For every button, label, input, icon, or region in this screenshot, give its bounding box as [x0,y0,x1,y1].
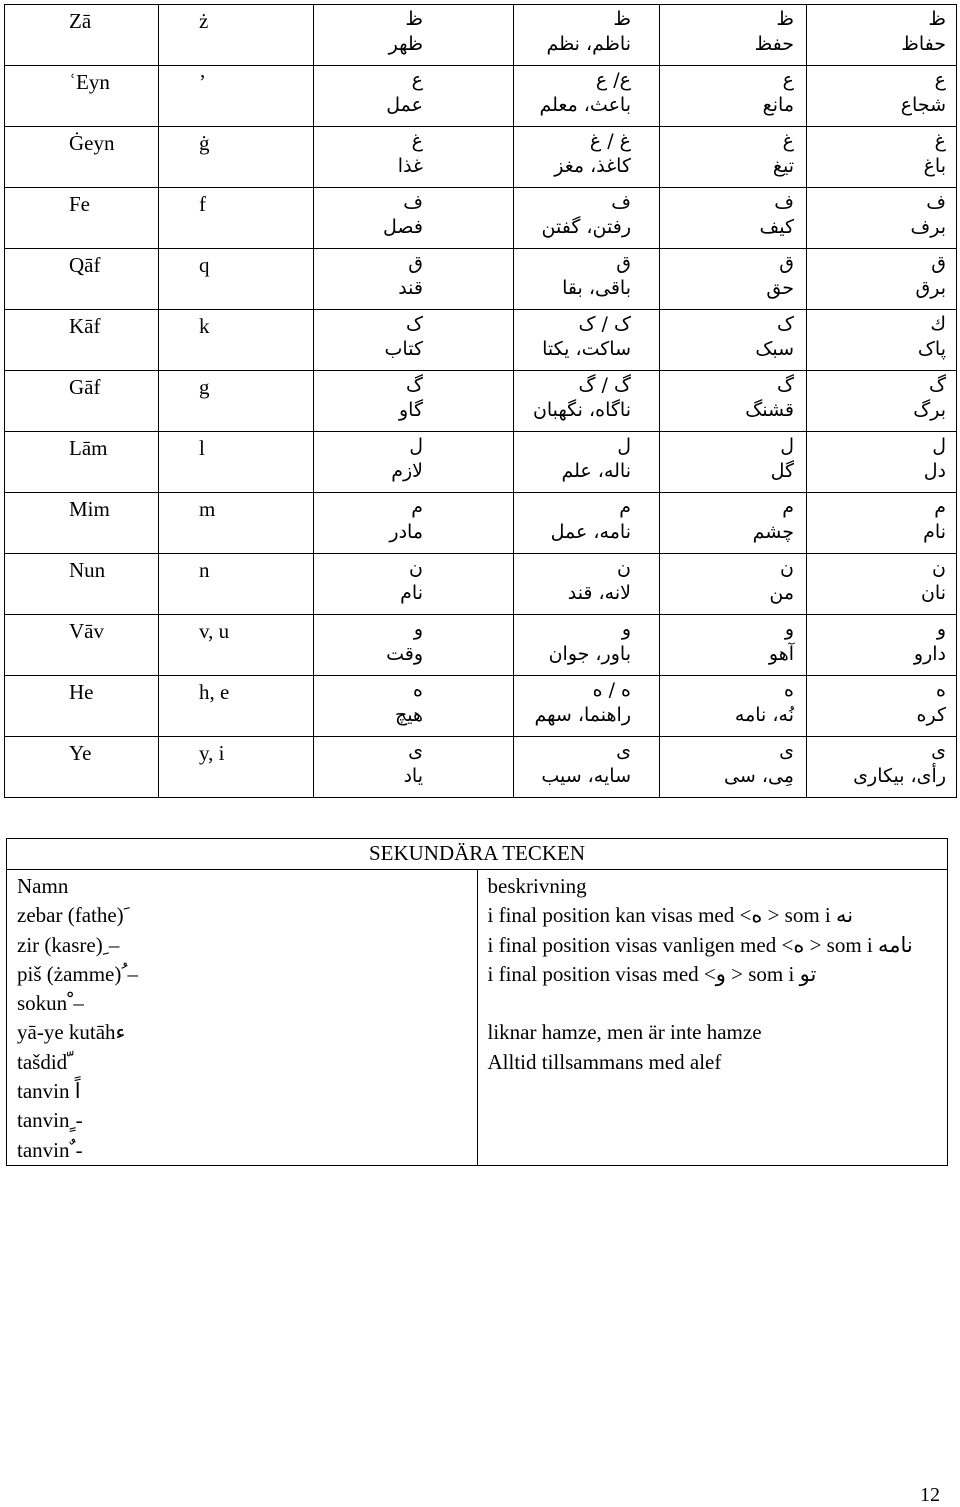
letter-medial: ی سایه، سیب [514,737,660,798]
secondary-sign-description: i final position visas med <و > som i تو [487,961,817,986]
letter-row [5,554,957,615]
letter-medial: ن لانه، قند [514,554,660,615]
secondary-names-list [17,901,477,1165]
letter-isolated: ق قند [314,249,514,310]
letter-final: ه نُه، نامه [660,676,807,737]
letter-isolated: ک کتاب [314,310,514,371]
letter-transcription: m [159,493,314,554]
letter-end: م نام [807,493,957,554]
secondary-sign-description [488,989,948,1018]
letter-transcription: q [159,249,314,310]
letter-isolated: و وقت [314,615,514,676]
letter-name: Ye [5,737,159,798]
letter-row [5,371,957,432]
secondary-sign-description: Alltid tillsammans med alef [487,1049,722,1074]
letter-transcription: k [159,310,314,371]
letter-end: ن نان [807,554,957,615]
letter-name: Zā [5,5,159,66]
letter-transcription: g [159,371,314,432]
letter-name: Mim [5,493,159,554]
letter-final: ک سبک [660,310,807,371]
letter-row [5,493,957,554]
secondary-desc-column [477,870,948,1166]
secondary-sign-description: i final position kan visas med <ه > som i نه [487,903,854,928]
letter-medial: ع/ ع باعث، معلم [514,66,660,127]
letter-transcription: l [159,432,314,493]
letter-row [5,310,957,371]
letter-isolated: غ غذا [314,127,514,188]
secondary-sign-name: zebar (fathe) َ [17,903,130,928]
letter-end: ق برق [807,249,957,310]
secondary-sign-name: tanvin اً [17,1079,81,1104]
secondary-sign-description [488,1136,948,1165]
secondary-content-row [7,870,948,1166]
letter-end: ع شجاع [807,66,957,127]
letter-medial: غ / غ کاغذ، مغز [514,127,660,188]
secondary-sign-description [488,1077,948,1106]
letter-end: گ برگ [807,371,957,432]
letter-medial: و باور، جوان [514,615,660,676]
letter-row [5,127,957,188]
secondary-names-column [7,870,478,1166]
letter-row [5,615,957,676]
secondary-title: SEKUNDÄRA TECKEN [7,839,948,870]
letter-name: Gāf [5,371,159,432]
letter-final: و آهو [660,615,807,676]
secondary-sign-name: yā-ye kutāhء [17,1020,126,1045]
col-header-name: Namn [17,874,69,898]
letter-row [5,5,957,66]
letter-medial: ف رفتن، گفتن [514,188,660,249]
page-number: 12 [920,1484,940,1506]
col-header-description: beskrivning [487,874,587,898]
letter-medial: گ / گ ناگاه، نگهبان [514,371,660,432]
letter-end: غ باغ [807,127,957,188]
letter-final: م چشم [660,493,807,554]
letter-isolated: ظ ظهر [314,5,514,66]
letter-medial: ق باقی، بقا [514,249,660,310]
secondary-title-row [7,839,948,870]
letter-final: ف کیف [660,188,807,249]
letter-isolated: ه هیچ [314,676,514,737]
letter-transcription: v, u [159,615,314,676]
letter-end: ل دل [807,432,957,493]
letter-medial: ظ ناظم، نظم [514,5,660,66]
letter-name: Qāf [5,249,159,310]
letter-isolated: ی یاد [314,737,514,798]
letter-end: ف برف [807,188,957,249]
letter-end: ك پاک [807,310,957,371]
letter-row [5,676,957,737]
letter-end: ه کره [807,676,957,737]
secondary-signs-table [6,838,948,1166]
letter-transcription: n [159,554,314,615]
secondary-sign-description: i final position visas vanligen med <ه > som i نامه [487,932,913,957]
letter-end: ظ حفاظ [807,5,957,66]
letter-final: ی مِی، سی [660,737,807,798]
letter-isolated: گ گاو [314,371,514,432]
letter-final: ل گل [660,432,807,493]
letter-name: Nun [5,554,159,615]
secondary-sign-name: sokun ْ– [17,991,84,1016]
letter-final: ق حق [660,249,807,310]
letter-medial: م نامه، عمل [514,493,660,554]
letter-isolated: ف فصل [314,188,514,249]
letter-transcription: ġ [159,127,314,188]
letter-isolated: ع عمل [314,66,514,127]
letter-final: ظ حفظ [660,5,807,66]
secondary-sign-name: tanvin ٍ- [17,1108,83,1133]
letter-transcription: ż [159,5,314,66]
letter-row [5,188,957,249]
letter-isolated: م مادر [314,493,514,554]
secondary-sign-description [488,1106,948,1135]
letter-transcription: h, e [159,676,314,737]
letter-row [5,432,957,493]
letter-row [5,249,957,310]
letter-final: ع مانع [660,66,807,127]
letter-medial: ه / ه راهنما، سهم [514,676,660,737]
letter-end: ی رأی، بیکاری [807,737,957,798]
letter-name: Vāv [5,615,159,676]
secondary-sign-description: liknar hamze, men är inte hamze [487,1020,762,1045]
secondary-sign-name: tašdid ّ [17,1049,74,1074]
letter-name: Fe [5,188,159,249]
secondary-sign-name: piš (żamme) ُ– [17,961,139,986]
letter-name: ʿEyn [5,66,159,127]
letter-name: Ġeyn [5,127,159,188]
letter-final: گ قشنگ [660,371,807,432]
letter-final: ن من [660,554,807,615]
letter-medial: ک / ک ساکت، یکتا [514,310,660,371]
letter-transcription: f [159,188,314,249]
secondary-sign-name: zir (kasre) ِ– [17,932,120,957]
letter-name: Kāf [5,310,159,371]
letter-isolated: ن نام [314,554,514,615]
letter-row [5,66,957,127]
letter-transcription: ’ [159,66,314,127]
letter-end: و دارو [807,615,957,676]
letters-table-body [5,5,957,798]
secondary-descriptions-list [488,901,948,1165]
secondary-sign-name: tanvin ٌ- [17,1137,83,1162]
letter-isolated: ل لازم [314,432,514,493]
letter-transcription: y, i [159,737,314,798]
letter-final: غ تیغ [660,127,807,188]
letter-name: He [5,676,159,737]
letter-name: Lām [5,432,159,493]
letter-medial: ل ناله، علم [514,432,660,493]
letters-table [4,4,957,798]
letter-row [5,737,957,798]
